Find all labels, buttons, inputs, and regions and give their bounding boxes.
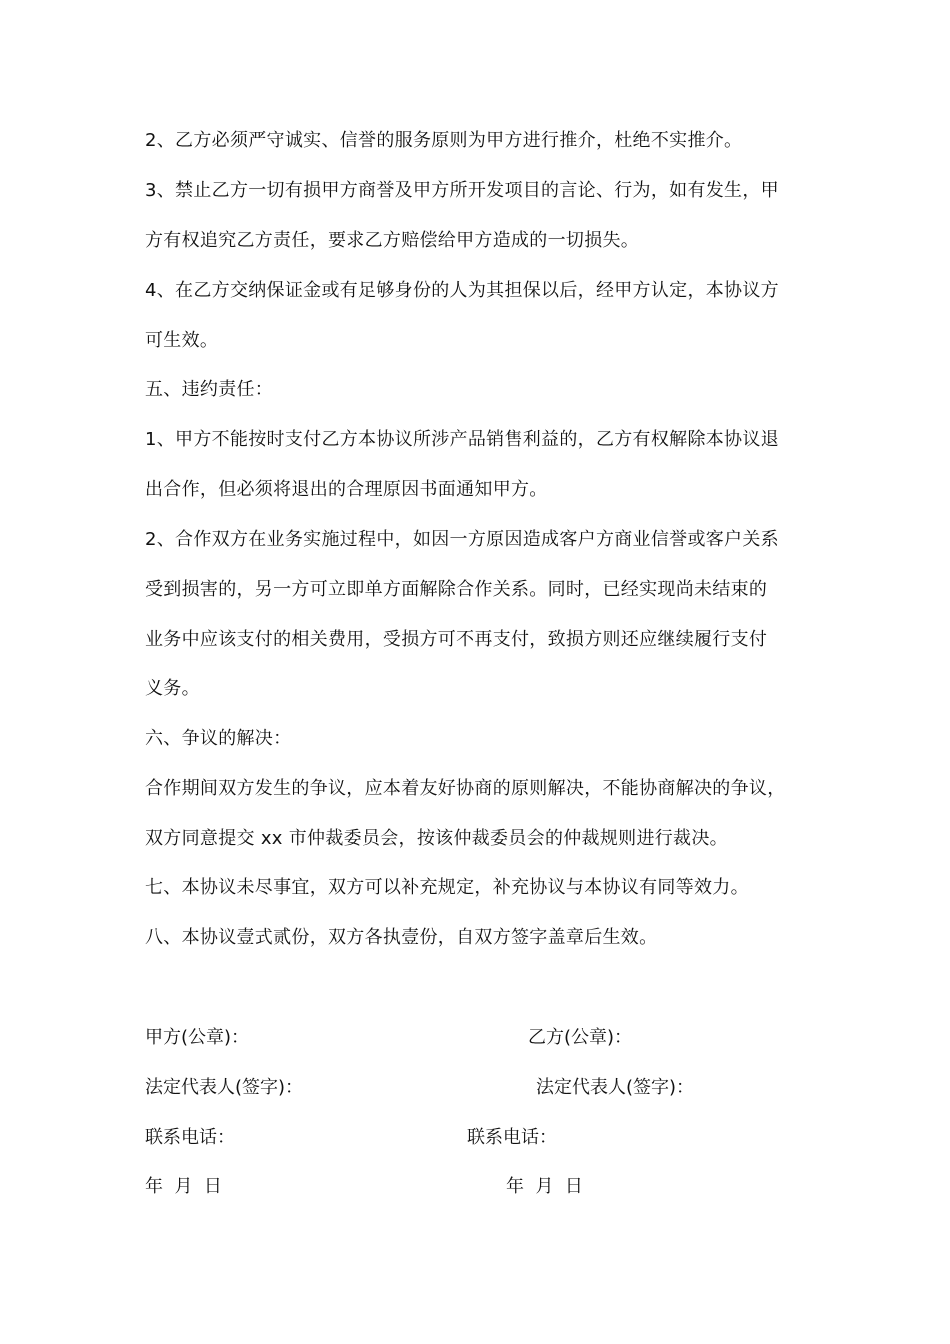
- clause-line: 受到损害的，另一方可立即单方面解除合作关系。同时，已经实现尚未结束的: [145, 579, 768, 600]
- party-b-phone-label: 联系电话：: [467, 1127, 557, 1148]
- clause-line: 3、禁止乙方一切有损甲方商誉及甲方所开发项目的言论、行为，如有发生，甲: [145, 180, 779, 201]
- clause-line: 可生效。: [145, 330, 219, 351]
- clause-line: 方有权追究乙方责任，要求乙方赔偿给甲方造成的一切损失。: [145, 230, 640, 251]
- party-b-rep-label: 法定代表人(签字)：: [536, 1077, 695, 1098]
- clause-line: 双方同意提交 xx 市仲裁委员会，按该仲裁委员会的仲裁规则进行裁决。: [145, 828, 728, 849]
- party-b-date-label: 年 月 日: [506, 1176, 583, 1197]
- clause-line: 出合作，但必须将退出的合理原因书面通知甲方。: [145, 479, 548, 500]
- clause-line: 2、乙方必须严守诚实、信誉的服务原则为甲方进行推介，杜绝不实推介。: [145, 130, 743, 151]
- clause-line: 合作期间双方发生的争议，应本着友好协商的原则解决，不能协商解决的争议，: [145, 778, 786, 799]
- party-b-seal-label: 乙方(公章)：: [528, 1027, 633, 1048]
- section-heading: 六、争议的解决：: [145, 728, 292, 749]
- clause-line: 八、本协议壹式贰份，双方各执壹份，自双方签字盖章后生效。: [145, 927, 658, 948]
- clause-line: 业务中应该支付的相关费用，受损方可不再支付，致损方则还应继续履行支付: [145, 629, 768, 650]
- party-a-date-label: 年 月 日: [145, 1176, 222, 1197]
- party-a-rep-label: 法定代表人(签字)：: [145, 1077, 304, 1098]
- clause-line: 七、本协议未尽事宜，双方可以补充规定，补充协议与本协议有同等效力。: [145, 877, 749, 898]
- party-a-phone-label: 联系电话：: [145, 1127, 235, 1148]
- party-a-seal-label: 甲方(公章)：: [145, 1027, 250, 1048]
- clause-line: 2、合作双方在业务实施过程中，如因一方原因造成客户方商业信誉或客户关系: [145, 529, 779, 550]
- clause-line: 1、甲方不能按时支付乙方本协议所涉产品销售利益的，乙方有权解除本协议退: [145, 429, 779, 450]
- clause-line: 4、在乙方交纳保证金或有足够身份的人为其担保以后，经甲方认定，本协议方: [145, 280, 779, 301]
- clause-line: 义务。: [145, 678, 200, 699]
- section-heading: 五、违约责任：: [145, 379, 274, 400]
